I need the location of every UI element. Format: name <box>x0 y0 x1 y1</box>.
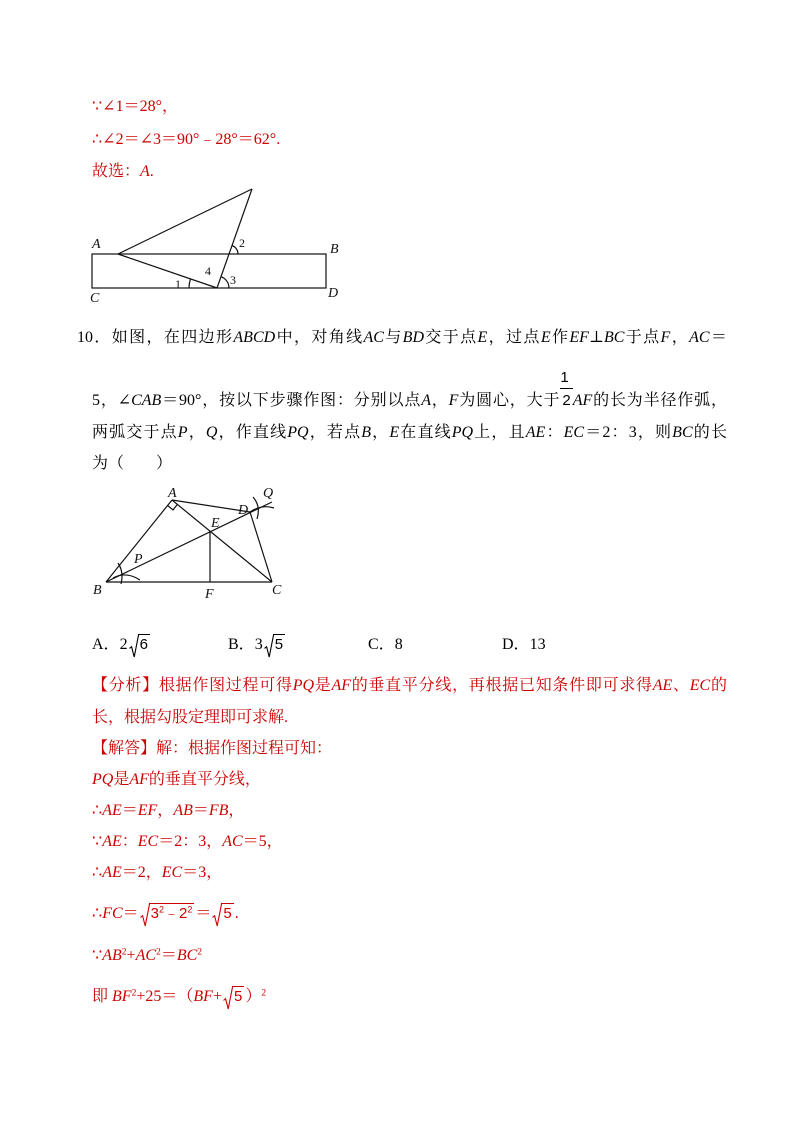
text-run: 5，∠ <box>92 392 132 409</box>
radicand <box>221 903 233 922</box>
text-run: ＝ <box>121 802 138 819</box>
text-run: 5 <box>223 905 232 922</box>
point-label-q: Q <box>263 486 274 501</box>
text-run: 【分析】根据作图过程可得 <box>92 677 293 694</box>
angle-label-3: 3 <box>230 273 236 287</box>
text-run: ， <box>670 329 690 346</box>
text-run: ＝90°，按以下步骤作图：分别以点 <box>161 392 422 409</box>
text-run: 的 <box>710 677 727 694</box>
math-variable: E <box>477 329 488 346</box>
math-variable: AC <box>689 329 710 346</box>
math-variable: ABCD <box>233 329 276 346</box>
superscript: 2 <box>197 946 203 958</box>
text-run: 与 <box>383 329 403 346</box>
option-value <box>255 636 286 653</box>
angle-3-arc <box>221 277 229 288</box>
superscript: 2 <box>187 904 193 915</box>
math-variable: Q <box>205 424 218 441</box>
text-run: ＝ <box>122 905 139 922</box>
question-line-2 <box>92 369 727 412</box>
math-variable: BC <box>672 424 693 441</box>
option-c <box>368 634 403 656</box>
math-variable: AF <box>572 392 593 409</box>
square-root <box>264 634 285 656</box>
point-label-b: B <box>330 242 339 257</box>
math-variable: AE <box>652 677 673 694</box>
text-run: 10．如图，在四边形 <box>77 329 234 346</box>
ruler-triangle-figure <box>80 180 355 305</box>
math-variable: EF <box>569 329 589 346</box>
text-run: 交于点 <box>424 329 478 346</box>
text-run: + <box>126 947 136 964</box>
segment-ab <box>106 500 172 582</box>
text-run: ， <box>228 802 245 819</box>
text-run: 的长为半径作弧， <box>592 392 727 409</box>
text-run: +25＝（ <box>136 988 194 1005</box>
point-label-a: A <box>168 486 177 501</box>
square-root <box>223 986 244 1008</box>
option-label: C． <box>368 636 395 653</box>
math-variable: AE <box>102 802 122 819</box>
point-label-a: A <box>92 237 101 252</box>
text-run: . <box>234 905 239 922</box>
math-variable: AC <box>135 947 157 964</box>
math-variable: E <box>389 424 400 441</box>
option-a <box>92 634 151 656</box>
text-run: 即 <box>92 988 113 1005</box>
text-run: ＝3， <box>182 864 223 881</box>
text-run: ，若点 <box>308 424 362 441</box>
answer-step-4 <box>92 862 222 884</box>
text-run: ⊥ <box>588 329 604 346</box>
analysis-line-1 <box>92 675 727 697</box>
math-variable: PQ <box>287 424 309 441</box>
text-run: 为（ ） <box>92 455 173 472</box>
point-label-c: C <box>90 291 100 306</box>
radical-sign-icon <box>223 986 233 1010</box>
answer-step-6 <box>92 945 202 967</box>
point-label-c: C <box>272 583 282 598</box>
option-b <box>228 634 286 656</box>
angle-2-arc <box>232 246 238 255</box>
text-run: ＝ <box>709 329 727 346</box>
arc-mark-p-2 <box>113 575 140 580</box>
point-label-d: D <box>238 503 249 518</box>
point-label-f: F <box>205 587 214 602</box>
question-line-4 <box>92 453 172 475</box>
text-run: 故选： <box>92 163 141 180</box>
math-variable: BC <box>176 947 198 964</box>
text-run: ） <box>245 988 262 1005</box>
text-run: 是 <box>113 771 130 788</box>
math-variable: AF <box>129 771 149 788</box>
prev-solution-line-1 <box>92 96 178 118</box>
text-run: 、 <box>672 677 690 694</box>
text-run: ＝2：3，则 <box>584 424 673 441</box>
angle-label-4: 4 <box>205 264 211 278</box>
text-run: 长，根据勾股定理即可求解. <box>92 709 289 726</box>
answer-step-2 <box>92 800 244 822</box>
math-variable: F <box>660 329 671 346</box>
segment-ac <box>172 500 272 582</box>
radical-sign-icon <box>264 634 274 658</box>
segment-dc <box>250 512 272 582</box>
superscript: 2 <box>131 987 137 999</box>
right-angle-marker <box>168 504 178 510</box>
math-variable: PQ <box>92 771 114 788</box>
math-variable: AE <box>525 424 546 441</box>
angle-label-1: 1 <box>175 277 181 291</box>
math-variable: AB <box>173 802 193 819</box>
text-run: ＝2， <box>121 864 162 881</box>
text-run: 3 <box>150 905 159 922</box>
text-run: ∵∠1＝28°， <box>92 98 178 115</box>
math-variable: EC <box>137 833 159 850</box>
option-value <box>395 636 403 653</box>
math-variable: FB <box>208 802 229 819</box>
text-run: 的垂直平分线，再根据已知条件即可求得 <box>351 677 653 694</box>
math-variable: PQ <box>451 424 474 441</box>
math-variable: AE <box>102 864 122 881</box>
text-run: ∴ <box>92 802 103 819</box>
text-run: ， <box>371 424 390 441</box>
square-root <box>129 634 150 656</box>
text-run: ＝5， <box>242 833 283 850</box>
text-run: 8 <box>394 636 403 653</box>
angle-label-2: 2 <box>239 236 245 250</box>
option-label: A． <box>92 636 120 653</box>
text-run: 于点 <box>624 329 661 346</box>
text-run: . <box>149 163 154 180</box>
math-variable: BD <box>402 329 424 346</box>
text-run: 在直线 <box>399 424 452 441</box>
text-run: 5 <box>233 988 243 1005</box>
text-run: 的垂直平分线， <box>148 771 261 788</box>
math-variable: EC <box>161 864 183 881</box>
option-value <box>120 636 151 653</box>
math-variable: FC <box>102 905 123 922</box>
math-variable: AB <box>102 947 122 964</box>
text-run: ， <box>430 392 449 409</box>
answer-step-1 <box>92 769 261 791</box>
text-run: ﹣2 <box>164 905 188 922</box>
math-variable: BF <box>112 988 132 1005</box>
point-label-d: D <box>328 286 339 301</box>
text-run: ∴ <box>92 905 103 922</box>
text-run: ＝2：3， <box>158 833 223 850</box>
option-d <box>502 634 546 656</box>
text-run: 13 <box>529 636 546 653</box>
math-variable: PQ <box>292 677 315 694</box>
text-run: ，过点 <box>487 329 541 346</box>
text-run: 为圆心，大于 <box>458 392 561 409</box>
point-label-e: E <box>211 516 220 531</box>
quadrilateral-figure <box>90 482 290 604</box>
math-variable: P <box>177 424 188 441</box>
math-variable: EC <box>689 677 711 694</box>
text-run: 中，对角线 <box>275 329 364 346</box>
option-label: D． <box>502 636 530 653</box>
math-variable: B <box>361 424 372 441</box>
math-variable: CAB <box>131 392 162 409</box>
text-run: ＝ <box>195 905 212 922</box>
option-label: B． <box>228 636 255 653</box>
math-variable: F <box>448 392 459 409</box>
math-variable: E <box>540 329 551 346</box>
superscript: 2 <box>159 904 165 915</box>
text-run: ∵ <box>92 833 103 850</box>
text-run: 是 <box>314 677 332 694</box>
text-run: ， <box>187 424 206 441</box>
radicand <box>138 634 150 653</box>
fraction <box>560 369 571 412</box>
text-run: ： <box>545 424 564 441</box>
radical-sign-icon <box>129 634 139 658</box>
text-run: 5 <box>274 636 284 653</box>
math-variable: BC <box>603 329 625 346</box>
fraction-numerator: 1 <box>560 370 572 389</box>
math-variable: A <box>140 163 150 180</box>
text-run: 上，且 <box>473 424 526 441</box>
text-run: ∴ <box>92 864 103 881</box>
question-line-3 <box>92 422 727 444</box>
math-variable: AE <box>102 833 122 850</box>
math-variable: AF <box>331 677 352 694</box>
text-run: ， <box>157 802 174 819</box>
text-run: ∴∠2＝∠3＝90°﹣28°＝62°. <box>92 131 281 148</box>
text-run: ＝ <box>160 947 177 964</box>
superscript: 2 <box>121 946 127 958</box>
analysis-line-2 <box>92 707 288 729</box>
radicand <box>149 903 195 922</box>
superscript: 2 <box>156 946 161 958</box>
answer-step-5 <box>92 903 239 925</box>
text-run: ： <box>121 833 138 850</box>
math-variable: BF <box>193 988 213 1005</box>
option-value <box>530 636 546 653</box>
text-run: ，作直线 <box>217 424 288 441</box>
fraction-denominator: 2 <box>562 392 571 409</box>
radicand <box>232 986 244 1005</box>
text-run: 【解答】解：根据作图过程可知： <box>92 740 333 757</box>
answer-step-3 <box>92 831 283 853</box>
text-run: 两弧交于点 <box>92 424 178 441</box>
radical-sign-icon <box>140 903 150 927</box>
text-run: 2 <box>119 636 128 653</box>
text-run: 的长 <box>692 424 727 441</box>
text-run: 3 <box>254 636 263 653</box>
text-run: ∵ <box>92 947 103 964</box>
point-label-p: P <box>134 552 143 567</box>
answer-heading <box>92 738 332 760</box>
square-root <box>212 903 233 925</box>
math-variable: AC <box>222 833 243 850</box>
answer-step-7 <box>92 986 266 1008</box>
math-variable: EC <box>563 424 585 441</box>
prev-solution-line-2 <box>92 129 280 151</box>
square-root <box>140 903 195 925</box>
superscript: 2 <box>261 987 267 999</box>
radical-sign-icon <box>212 903 222 927</box>
text-run: + <box>212 988 222 1005</box>
question-line-1 <box>77 327 727 349</box>
angle-1-arc <box>189 279 191 288</box>
radicand <box>273 634 285 653</box>
math-variable: A <box>421 392 431 409</box>
text-run: 6 <box>139 636 148 653</box>
math-variable: AC <box>363 329 384 346</box>
text-run: ＝ <box>192 802 209 819</box>
triangle-side-lower <box>118 254 217 288</box>
text-run: 作 <box>550 329 570 346</box>
math-variable: EF <box>137 802 158 819</box>
point-label-b: B <box>93 583 102 598</box>
